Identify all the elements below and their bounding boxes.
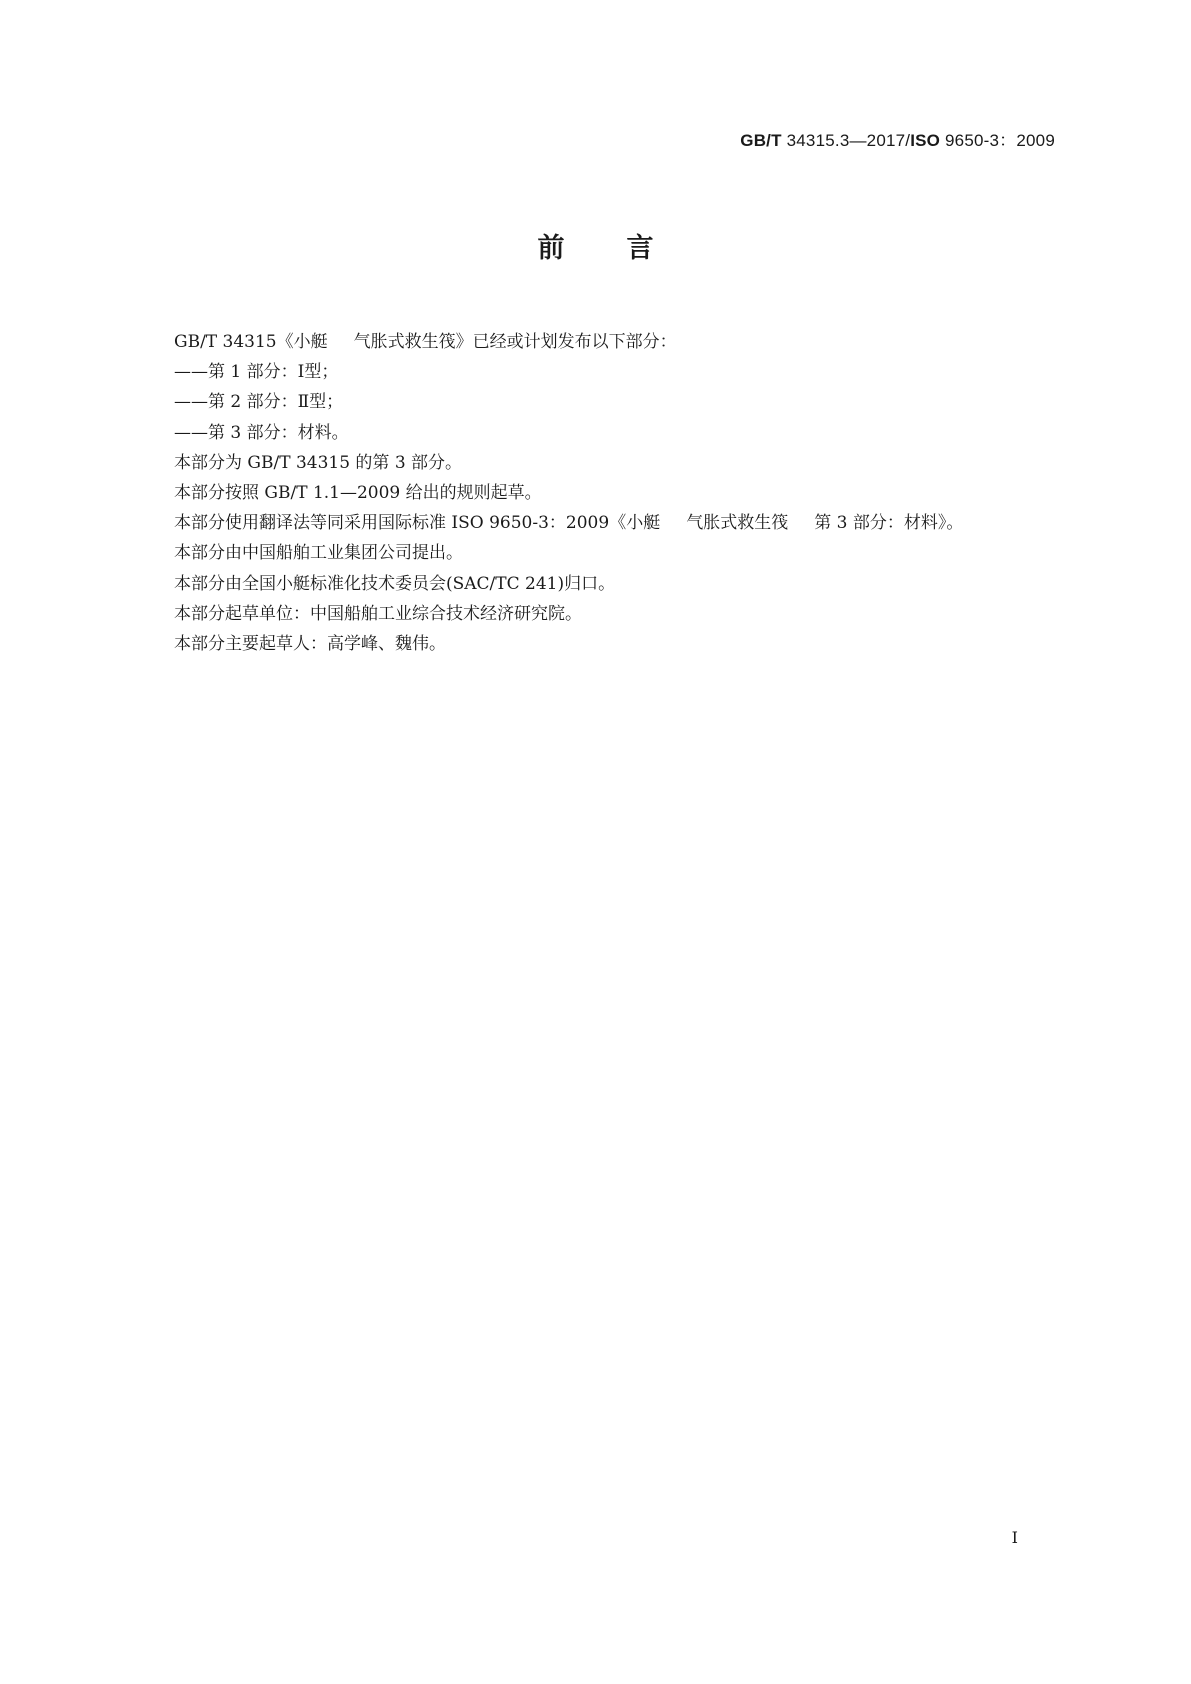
paragraph-drafting-unit: 本部分起草单位：中国船舶工业综合技术经济研究院。 [174, 603, 582, 624]
series-intro-part-a: GB/T 34315《小艇 [174, 332, 328, 352]
list-item-part-2: ——第 2 部分：Ⅱ型； [174, 392, 344, 413]
foreword-body [174, 327, 1074, 659]
page-title: 前言 [537, 233, 716, 264]
paragraph-proposer: 本部分由中国船舶工业集团公司提出。 [174, 543, 463, 564]
paragraph-part-statement: 本部分为 GB/T 34315 的第 3 部分。 [174, 452, 463, 473]
paragraph-drafting-rules: 本部分按照 GB/T 1.1—2009 给出的规则起草。 [174, 483, 542, 504]
list-item-part-1: ——第 1 部分：Ⅰ型； [174, 362, 339, 383]
paragraph-drafters: 本部分主要起草人：高学峰、魏伟。 [174, 634, 446, 655]
paragraph-committee: 本部分由全国小艇标准化技术委员会(SAC/TC 241)归口。 [174, 573, 616, 594]
gbt-code-number: 34315.3—2017/ [781, 131, 911, 150]
iso-code-prefix: ISO [910, 131, 941, 150]
iso-code-number: 9650-3：2009 [940, 131, 1055, 150]
page-number: Ⅰ [1011, 1528, 1018, 1547]
iso-adoption-part-c: 第 3 部分：材料》。 [814, 513, 964, 534]
series-intro-part-b: 气胀式救生筏》已经或计划发布以下部分： [353, 332, 677, 352]
list-item-part-3: ——第 3 部分：材料。 [174, 422, 349, 443]
paragraph-series-intro [174, 327, 1074, 357]
iso-adoption-part-a: 本部分使用翻译法等同采用国际标准 ISO 9650-3：2009《小艇 [174, 513, 661, 534]
standard-code-header [740, 126, 1055, 151]
iso-adoption-part-b: 气胀式救生筏 [686, 513, 789, 534]
paragraph-iso-adoption [174, 508, 1074, 538]
gbt-code-prefix: GB/T [740, 131, 782, 150]
